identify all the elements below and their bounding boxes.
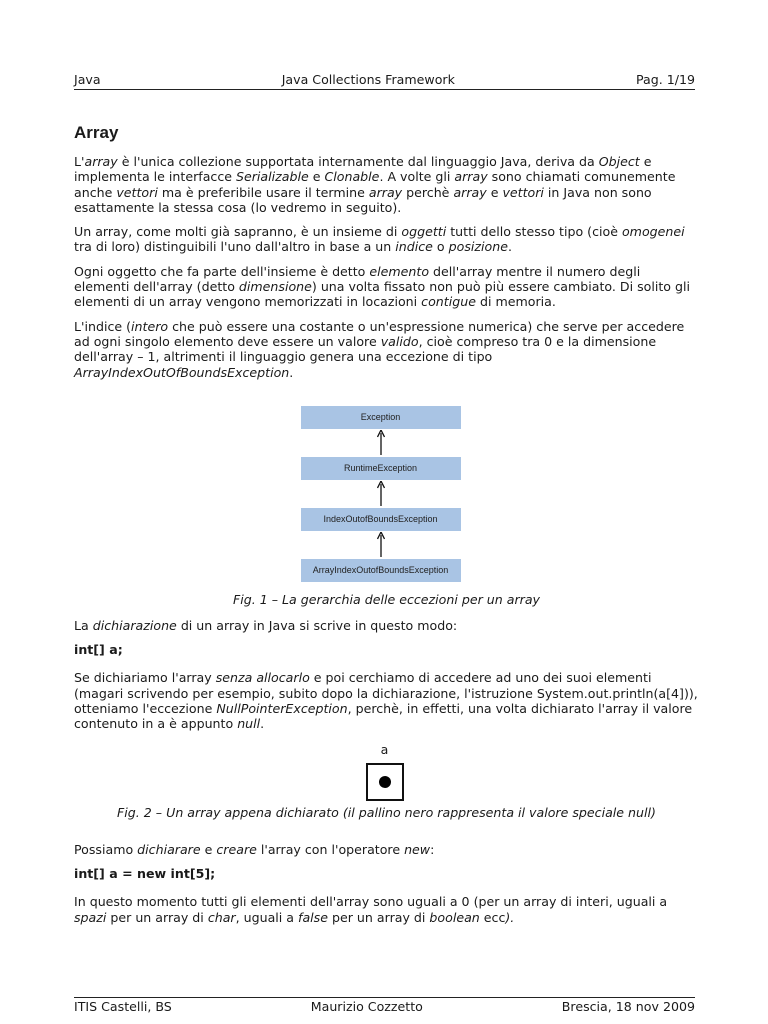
arrow-up-icon [377, 532, 385, 558]
p4-run: ArrayIndexOutOfBoundsException [74, 364, 290, 380]
paragraph-null-pointer [74, 670, 699, 731]
p1-run: ma è preferibile usare il termine [157, 184, 369, 200]
p1-run: L' [74, 154, 85, 169]
p1-run: Serializable [236, 169, 309, 185]
p4-run: che può essere una costante o un'espressione numerica) che serve per accedere ad ogni singolo elemento deve essere un valore [74, 318, 685, 349]
figure-2-caption: Fig. 2 – Un array appena dichiarato (il pallino nero rappresenta il valore speciale null) [117, 804, 656, 820]
p2-run: indice [395, 239, 433, 255]
p1-run: in Java non sono esattamente la stessa cosa (lo vedremo in seguito). [74, 184, 652, 215]
p5-run: La [74, 617, 93, 633]
null-array-figure [365, 742, 405, 801]
p7-run: creare [216, 841, 257, 857]
p1-run: sono chiamati comunemente anche [74, 169, 676, 200]
p3-run: Ogni oggetto che fa parte dell'insieme è detto [74, 263, 370, 279]
p3-run: contigue [421, 294, 476, 310]
page-header [74, 72, 695, 90]
p2-run: . [507, 239, 512, 255]
array-variable-label: a [380, 741, 389, 757]
p6-run: Se dichiariamo l'array [74, 670, 216, 686]
footer-left: ITIS Castelli, BS [74, 999, 172, 1014]
p7-run: Possiamo [74, 841, 138, 857]
p1-run: array [368, 184, 403, 200]
paragraph-declaration [74, 618, 699, 633]
footer-center: Maurizio Cozzetto [310, 999, 423, 1014]
p3-run: dimensione [238, 279, 312, 295]
p3-run: ) una volta fissato non può più essere cambiato. Di solito gli elementi di un array vengono memorizzati in locazioni [74, 279, 690, 310]
code-declaration: int[] a; [74, 642, 123, 658]
p4-run: intero [131, 318, 169, 334]
p2-run: tutti dello stesso tipo (cioè [446, 224, 622, 240]
p1-run: è l'unica collezione supportata internamente dal linguaggio Java, deriva da [117, 154, 599, 169]
p6-run: null [237, 716, 261, 732]
code-allocation: int[] a = new int[5]; [74, 865, 216, 881]
p1-run: array [453, 184, 487, 200]
diagram-box-runtime-exception: RuntimeException [301, 457, 461, 480]
null-dot-icon [379, 776, 391, 788]
page-content [74, 122, 699, 934]
p1-run: array [454, 169, 488, 185]
arrow-up-icon [377, 481, 385, 507]
figure-1-caption: Fig. 1 – La gerarchia delle eccezioni per un array [232, 591, 540, 607]
exception-hierarchy-diagram [301, 406, 461, 584]
p1-run: Clonable [324, 169, 380, 185]
diagram-box-exception: Exception [301, 406, 461, 429]
page-footer [74, 997, 695, 1015]
paragraph-index [74, 319, 699, 380]
section-title: Array [74, 123, 119, 142]
p2-run: o [432, 239, 449, 255]
p2-run: posizione [448, 239, 508, 255]
p8-run: spazi [74, 909, 107, 925]
p1-run: vettori [502, 184, 544, 200]
paragraph-new-operator [74, 842, 699, 857]
p1-run: array [84, 154, 118, 169]
p4-run: , cioè compreso tra 0 e la dimensione dell'array – 1, altrimenti il linguaggio genera una eccezione di tipo [74, 333, 657, 365]
header-right: Pag. 1/19 [635, 72, 695, 87]
p3-run: dell'array mentre il numero degli elementi dell'array (detto [74, 263, 641, 295]
p2-run: Un array, come molti già sapranno, è un insieme di [74, 224, 402, 240]
p6-run: senza allocarlo [215, 670, 310, 686]
p6-run: e poi cerchiamo di accedere ad uno dei suoi elementi (magari scrivendo per esempio, subito dopo la dichiarazione, l'istruzione System.out.println(a[4])), otteniamo l'eccezione [74, 670, 698, 717]
p8-run: boolean [429, 909, 480, 925]
p5-run: dichiarazione [92, 617, 177, 633]
p8-run: , uguali a [235, 909, 299, 925]
p2-run: oggetti [401, 224, 447, 240]
p3-run: di memoria. [475, 294, 556, 310]
p1-run: e [486, 184, 503, 200]
p4-run: L'indice ( [74, 318, 132, 334]
p8-run: In questo momento tutti gli elementi dell'array sono uguali a 0 (per un array di interi, uguali a [74, 894, 668, 910]
p2-run: tra di loro) distinguibili l'uno dall'altro in base a un [74, 239, 396, 255]
p8-run: ). [505, 909, 515, 925]
paragraph-intro [74, 154, 699, 215]
array-reference-box [366, 763, 404, 801]
p7-run: dichiarare [137, 841, 201, 857]
p7-run: : [430, 841, 435, 857]
p6-run: . [260, 716, 265, 732]
arrow-up-icon [377, 430, 385, 456]
p1-run: vettori [116, 184, 158, 200]
diagram-box-array-index-out-of-bounds: ArrayIndexOutofBoundsException [301, 559, 461, 582]
p4-run: . [289, 364, 294, 380]
p6-run: , perchè, in effetti, una volta dichiarato l'array il valore contenuto in a è appunto [74, 701, 693, 732]
diagram-box-index-out-of-bounds: IndexOutofBoundsException [301, 508, 461, 531]
paragraph-definition [74, 224, 699, 255]
p1-run: e [308, 169, 325, 185]
p3-run: elemento [369, 263, 430, 279]
p8-run: ecc [479, 909, 506, 925]
footer-right: Brescia, 18 nov 2009 [561, 999, 695, 1014]
p8-run: false [298, 909, 328, 925]
p1-run: . A volte gli [379, 169, 455, 185]
p1-run: perchè [402, 184, 454, 200]
p5-run: di un array in Java si scrive in questo modo: [176, 617, 458, 633]
p2-run: omogenei [621, 224, 685, 240]
p6-run: NullPointerException [216, 701, 348, 717]
p8-run: char [207, 909, 236, 925]
p8-run: per un array di [106, 909, 208, 925]
p7-run: e [200, 841, 217, 857]
paragraph-default-values [74, 894, 699, 925]
p1-run: Object [598, 154, 640, 169]
header-left: Java [74, 72, 101, 87]
p7-run: l'array con l'operatore [256, 841, 405, 857]
p4-run: valido [380, 333, 419, 349]
paragraph-elements [74, 264, 699, 310]
p8-run: per un array di [328, 909, 430, 925]
p7-run: new [404, 841, 431, 857]
p1-run: e implementa le interfacce [74, 154, 652, 185]
header-center: Java Collections Framework [281, 72, 455, 87]
